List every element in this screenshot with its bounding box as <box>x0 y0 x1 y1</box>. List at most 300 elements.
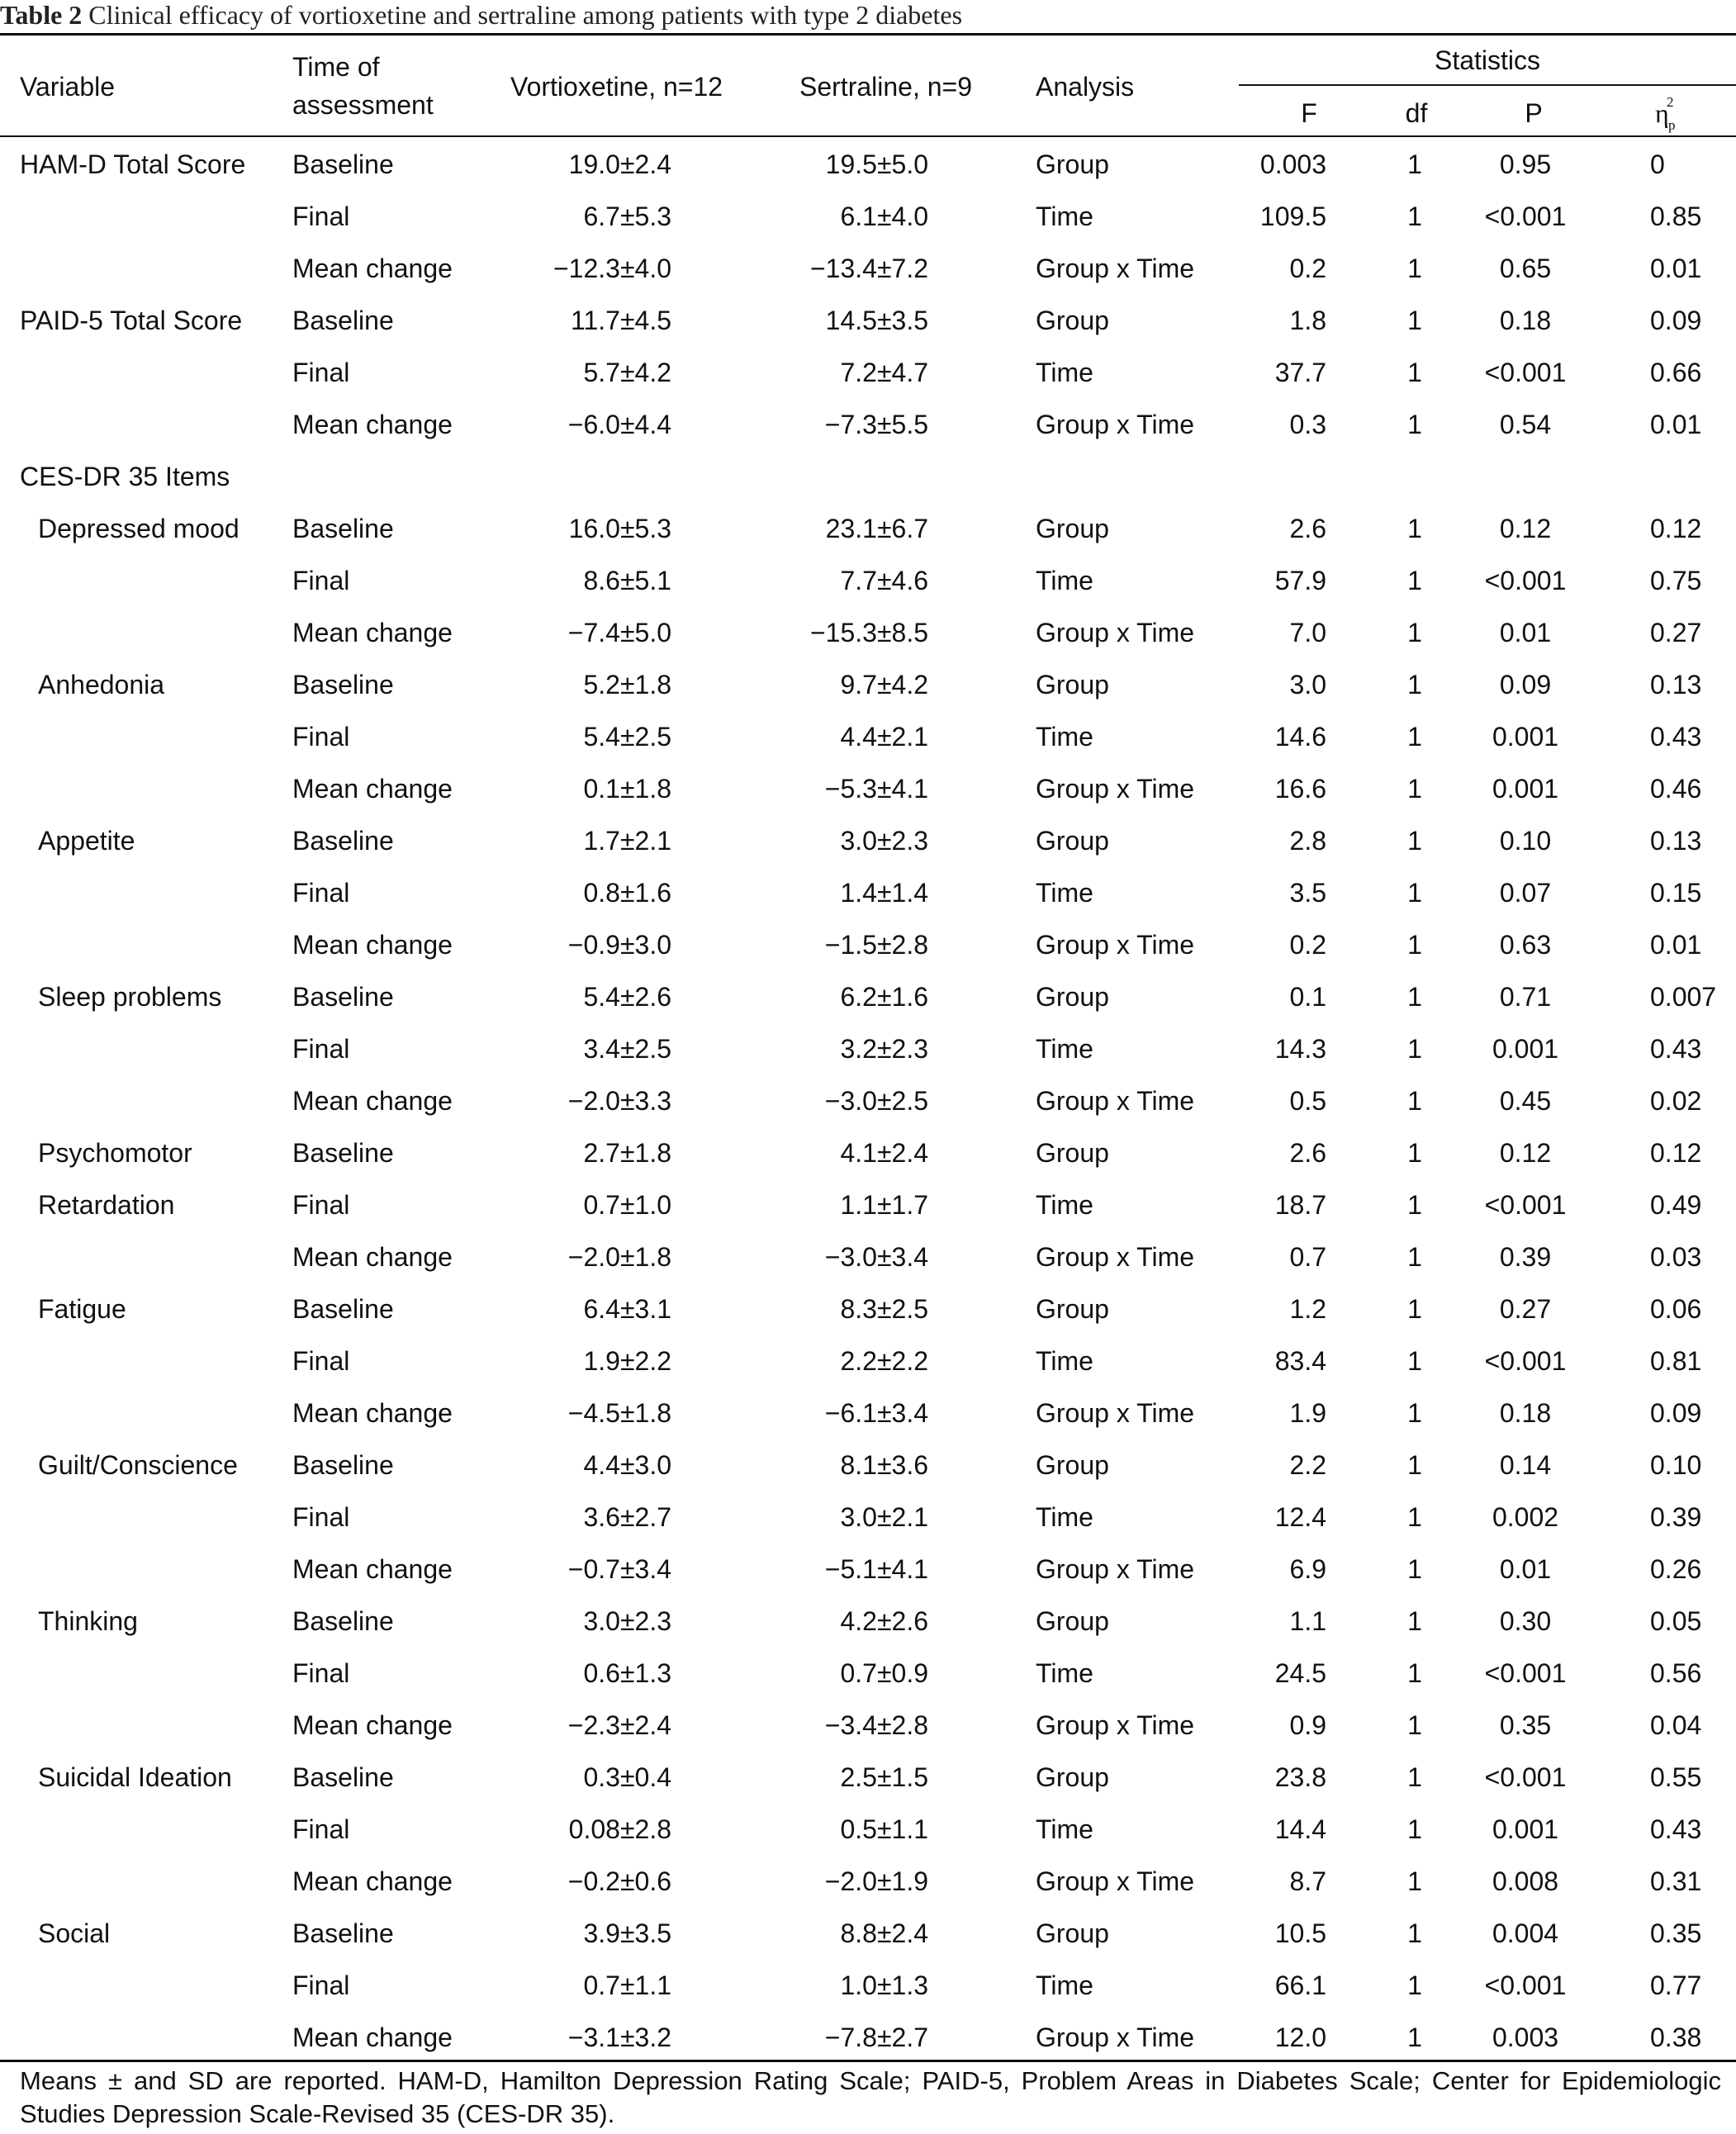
cell-variable: Thinking <box>38 1606 138 1636</box>
cell-sertraline: 8.8±2.4 <box>840 1918 928 1948</box>
cell-analysis: Group x Time <box>1036 410 1195 439</box>
cell-eta: 0.02 <box>1650 1086 1702 1116</box>
cell-p: 0.07 <box>1499 878 1552 908</box>
cell-p: 0.35 <box>1499 1710 1552 1740</box>
cell-variable: Fatigue <box>38 1294 126 1324</box>
cell-vortioxetine: 2.7±1.8 <box>583 1138 671 1168</box>
cell-eta: 0.55 <box>1650 1762 1702 1792</box>
cell-variable: Guilt/Conscience <box>38 1450 238 1480</box>
cell-sertraline: 2.2±2.2 <box>840 1346 928 1376</box>
cell-eta: 0.12 <box>1650 1138 1702 1168</box>
cell-f: 2.6 <box>1289 514 1326 543</box>
cell-analysis: Group x Time <box>1036 1554 1195 1584</box>
cell-df: 1 <box>1407 982 1422 1012</box>
cell-p: 0.09 <box>1499 670 1552 699</box>
cell-vortioxetine: 5.4±2.6 <box>583 982 671 1012</box>
cell-sertraline: 4.2±2.6 <box>840 1606 928 1636</box>
cell-analysis: Time <box>1036 1970 1093 2000</box>
header-p: P <box>1525 98 1543 128</box>
cell-analysis: Group x Time <box>1036 1710 1195 1740</box>
cell-p: 0.95 <box>1499 149 1552 179</box>
cell-time: Final <box>292 1346 350 1376</box>
cell-time: Baseline <box>292 1918 394 1948</box>
cell-vortioxetine: 0.6±1.3 <box>583 1658 671 1688</box>
cell-eta: 0.77 <box>1650 1970 1702 2000</box>
cell-vortioxetine: −2.3±2.4 <box>567 1710 671 1740</box>
cell-time: Baseline <box>292 1294 394 1324</box>
cell-f: 2.8 <box>1289 826 1326 856</box>
cell-p: <0.001 <box>1484 566 1567 595</box>
cell-sertraline: 3.0±2.3 <box>840 826 928 856</box>
cell-analysis: Group x Time <box>1036 254 1195 283</box>
cell-variable: HAM-D Total Score <box>20 149 246 179</box>
cell-analysis: Time <box>1036 878 1093 908</box>
cell-df: 1 <box>1407 1762 1422 1792</box>
cell-df: 1 <box>1407 254 1422 283</box>
cell-sertraline: 1.4±1.4 <box>840 878 928 908</box>
cell-time: Final <box>292 566 350 595</box>
cell-df: 1 <box>1407 826 1422 856</box>
cell-df: 1 <box>1407 358 1422 387</box>
table-caption-label: Table 2 <box>0 0 83 30</box>
cell-f: 18.7 <box>1274 1190 1326 1220</box>
table-footnote: Means ± and SD are reported. HAM-D, Hamilton Depression Rating Scale; PAID-5, Problem Areas in Diabetes Scale; Center for Epidemiologic Studies Depression Scale-Revised 35 (CES-DR 35). <box>20 2066 1721 2128</box>
top-rule <box>0 33 1736 36</box>
bottom-rule <box>0 2060 1736 2062</box>
header-vortioxetine: Vortioxetine, n=12 <box>510 72 723 102</box>
statistics-rule <box>1239 84 1736 86</box>
cell-p: 0.003 <box>1492 2023 1559 2052</box>
cell-analysis: Group <box>1036 514 1109 543</box>
cell-time: Baseline <box>292 514 394 543</box>
cell-variable: Appetite <box>38 826 135 856</box>
cell-sertraline: 8.3±2.5 <box>840 1294 928 1324</box>
cell-sertraline: 6.2±1.6 <box>840 982 928 1012</box>
cell-sertraline: −7.3±5.5 <box>824 410 928 439</box>
cell-eta: 0.01 <box>1650 930 1702 960</box>
cell-time: Baseline <box>292 1762 394 1792</box>
cell-variable: PAID-5 Total Score <box>20 306 243 335</box>
cell-p: <0.001 <box>1484 1762 1567 1792</box>
cell-eta: 0.06 <box>1650 1294 1702 1324</box>
cell-vortioxetine: −0.9±3.0 <box>567 930 671 960</box>
cell-df: 1 <box>1407 618 1422 647</box>
cell-eta: 0.12 <box>1650 514 1702 543</box>
header-eta-squared <box>1655 94 1676 133</box>
cell-df: 1 <box>1407 930 1422 960</box>
cell-p: 0.001 <box>1492 722 1559 752</box>
cell-f: 57.9 <box>1274 566 1326 595</box>
cell-f: 1.9 <box>1289 1398 1326 1428</box>
cell-analysis: Group <box>1036 1918 1109 1948</box>
cell-df: 1 <box>1407 1502 1422 1532</box>
cell-sertraline: −3.4±2.8 <box>824 1710 928 1740</box>
cell-vortioxetine: 0.1±1.8 <box>583 774 671 804</box>
cell-f: 10.5 <box>1274 1918 1326 1948</box>
cell-eta: 0.26 <box>1650 1554 1702 1584</box>
cell-f: 1.8 <box>1289 306 1326 335</box>
cell-sertraline: 1.0±1.3 <box>840 1970 928 2000</box>
cell-sertraline: 0.5±1.1 <box>840 1814 928 1844</box>
cell-sertraline: 23.1±6.7 <box>825 514 928 543</box>
cell-analysis: Group <box>1036 982 1109 1012</box>
cell-variable: Suicidal Ideation <box>38 1762 232 1792</box>
cell-eta: 0.35 <box>1650 1918 1702 1948</box>
cell-sertraline: −13.4±7.2 <box>809 254 928 283</box>
cell-df: 1 <box>1407 410 1422 439</box>
cell-vortioxetine: 6.4±3.1 <box>583 1294 671 1324</box>
cell-p: 0.12 <box>1499 514 1552 543</box>
cell-analysis: Group x Time <box>1036 618 1195 647</box>
cell-f: 0.2 <box>1289 930 1326 960</box>
cell-p: 0.63 <box>1499 930 1552 960</box>
cell-f: 3.5 <box>1289 878 1326 908</box>
cell-eta: 0.13 <box>1650 826 1702 856</box>
cell-f: 24.5 <box>1274 1658 1326 1688</box>
cell-time: Mean change <box>292 1086 453 1116</box>
cell-eta: 0.03 <box>1650 1242 1702 1272</box>
cell-vortioxetine: 1.9±2.2 <box>583 1346 671 1376</box>
cell-f: 7.0 <box>1289 618 1326 647</box>
cell-f: 1.1 <box>1289 1606 1326 1636</box>
cell-f: 6.9 <box>1289 1554 1326 1584</box>
cell-analysis: Group <box>1036 1138 1109 1168</box>
cell-sertraline: 6.1±4.0 <box>840 202 928 231</box>
cell-time: Final <box>292 1970 350 2000</box>
cell-analysis: Group x Time <box>1036 1086 1195 1116</box>
cell-variable: Social <box>38 1918 111 1948</box>
cell-eta: 0.10 <box>1650 1450 1702 1480</box>
cell-vortioxetine: 5.4±2.5 <box>583 722 671 752</box>
header-sertraline: Sertraline, n=9 <box>799 72 973 102</box>
cell-time: Final <box>292 722 350 752</box>
cell-time: Baseline <box>292 1450 394 1480</box>
cell-eta: 0.46 <box>1650 774 1702 804</box>
cell-df: 1 <box>1407 1086 1422 1116</box>
cell-vortioxetine: 6.7±5.3 <box>583 202 671 231</box>
cell-eta: 0.43 <box>1650 1814 1702 1844</box>
cell-df: 1 <box>1407 1814 1422 1844</box>
cell-p: 0.002 <box>1492 1502 1559 1532</box>
cell-sertraline: 4.4±2.1 <box>840 722 928 752</box>
cell-sertraline: −1.5±2.8 <box>824 930 928 960</box>
cell-eta: 0.31 <box>1650 1866 1702 1896</box>
cell-df: 1 <box>1407 1450 1422 1480</box>
cell-df: 1 <box>1407 1554 1422 1584</box>
cell-time: Mean change <box>292 2023 453 2052</box>
cell-eta: 0.13 <box>1650 670 1702 699</box>
cell-df: 1 <box>1407 1918 1422 1948</box>
cell-f: 0.1 <box>1289 982 1326 1012</box>
cell-analysis: Time <box>1036 1658 1093 1688</box>
cell-time: Final <box>292 1658 350 1688</box>
cell-eta: 0.43 <box>1650 1034 1702 1064</box>
cell-time: Mean change <box>292 410 453 439</box>
cell-sertraline: −6.1±3.4 <box>824 1398 928 1428</box>
cell-time: Mean change <box>292 1398 453 1428</box>
cell-sertraline: −15.3±8.5 <box>809 618 928 647</box>
cell-sertraline: −3.0±2.5 <box>824 1086 928 1116</box>
cell-p: <0.001 <box>1484 202 1567 231</box>
cell-p: 0.10 <box>1499 826 1552 856</box>
cell-sertraline: −3.0±3.4 <box>824 1242 928 1272</box>
cell-vortioxetine: 4.4±3.0 <box>583 1450 671 1480</box>
cell-vortioxetine: 3.9±3.5 <box>583 1918 671 1948</box>
cell-eta: 0.38 <box>1650 2023 1702 2052</box>
cell-vortioxetine: −0.7±3.4 <box>567 1554 671 1584</box>
cell-eta: 0 <box>1650 149 1665 179</box>
cell-vortioxetine: 0.3±0.4 <box>583 1762 671 1792</box>
cell-vortioxetine: 3.0±2.3 <box>583 1606 671 1636</box>
cell-f: 0.9 <box>1289 1710 1326 1740</box>
cell-vortioxetine: −6.0±4.4 <box>567 410 671 439</box>
cell-eta: 0.01 <box>1650 410 1702 439</box>
cell-time: Baseline <box>292 1138 394 1168</box>
cell-time: Final <box>292 878 350 908</box>
cell-p: 0.12 <box>1499 1138 1552 1168</box>
cell-p: 0.01 <box>1499 618 1552 647</box>
cell-p: 0.27 <box>1499 1294 1552 1324</box>
cell-time: Baseline <box>292 826 394 856</box>
cell-f: 66.1 <box>1274 1970 1326 2000</box>
cell-analysis: Group <box>1036 1294 1109 1324</box>
cell-eta: 0.27 <box>1650 618 1702 647</box>
cell-f: 1.2 <box>1289 1294 1326 1324</box>
cell-f: 0.3 <box>1289 410 1326 439</box>
cell-p: <0.001 <box>1484 358 1567 387</box>
cell-df: 1 <box>1407 306 1422 335</box>
cell-vortioxetine: 1.7±2.1 <box>583 826 671 856</box>
cell-f: 12.0 <box>1274 2023 1326 2052</box>
cell-f: 12.4 <box>1274 1502 1326 1532</box>
cell-time: Mean change <box>292 1242 453 1272</box>
cell-analysis: Time <box>1036 566 1093 595</box>
cell-p: <0.001 <box>1484 1346 1567 1376</box>
cell-f: 37.7 <box>1274 358 1326 387</box>
cell-analysis: Group x Time <box>1036 1398 1195 1428</box>
cell-analysis: Group x Time <box>1036 774 1195 804</box>
cell-time: Final <box>292 1814 350 1844</box>
cell-time: Mean change <box>292 1554 453 1584</box>
cell-df: 1 <box>1407 566 1422 595</box>
cell-analysis: Group <box>1036 670 1109 699</box>
cell-variable: Sleep problems <box>38 982 222 1012</box>
cell-sertraline: 7.7±4.6 <box>840 566 928 595</box>
cell-time: Baseline <box>292 670 394 699</box>
cell-variable: Anhedonia <box>38 670 165 699</box>
header-f: F <box>1301 98 1317 128</box>
cell-vortioxetine: 5.2±1.8 <box>583 670 671 699</box>
cell-time: Mean change <box>292 774 453 804</box>
cell-df: 1 <box>1407 1346 1422 1376</box>
cell-eta: 0.75 <box>1650 566 1702 595</box>
cell-f: 0.7 <box>1289 1242 1326 1272</box>
cell-vortioxetine: 0.08±2.8 <box>568 1814 671 1844</box>
cell-df: 1 <box>1407 722 1422 752</box>
cell-vortioxetine: 0.7±1.0 <box>583 1190 671 1220</box>
cell-analysis: Time <box>1036 1034 1093 1064</box>
cell-time: Final <box>292 1034 350 1064</box>
cell-eta: 0.49 <box>1650 1190 1702 1220</box>
eta-symbol: η <box>1655 98 1669 128</box>
cell-df: 1 <box>1407 1138 1422 1168</box>
cell-time: Baseline <box>292 306 394 335</box>
cell-sertraline: 0.7±0.9 <box>840 1658 928 1688</box>
cell-p: 0.18 <box>1499 1398 1552 1428</box>
cell-df: 1 <box>1407 1658 1422 1688</box>
cell-sertraline: −7.8±2.7 <box>824 2023 928 2052</box>
cell-time: Final <box>292 1502 350 1532</box>
cell-df: 1 <box>1407 1398 1422 1428</box>
cell-eta: 0.39 <box>1650 1502 1702 1532</box>
table-caption-text: Clinical efficacy of vortioxetine and sertraline among patients with type 2 diabetes <box>88 0 963 30</box>
eta-superscript: 2 <box>1667 94 1674 110</box>
cell-time: Mean change <box>292 1710 453 1740</box>
cell-eta: 0.007 <box>1650 982 1717 1012</box>
cell-variable: Depressed mood <box>38 514 240 543</box>
cell-sertraline: 14.5±3.5 <box>825 306 928 335</box>
eta-subscript: p <box>1668 117 1676 133</box>
cell-variable: Retardation <box>38 1190 175 1220</box>
header-time-line1: Time of <box>292 52 380 82</box>
cell-vortioxetine: 3.6±2.7 <box>583 1502 671 1532</box>
header-df: df <box>1405 98 1428 128</box>
cell-f: 0.5 <box>1289 1086 1326 1116</box>
cell-p: <0.001 <box>1484 1970 1567 2000</box>
cell-f: 3.0 <box>1289 670 1326 699</box>
cell-f: 0.003 <box>1259 149 1326 179</box>
cell-time: Mean change <box>292 1866 453 1896</box>
cell-eta: 0.09 <box>1650 1398 1702 1428</box>
cell-analysis: Group x Time <box>1036 930 1195 960</box>
cell-eta: 0.05 <box>1650 1606 1702 1636</box>
cell-f: 23.8 <box>1274 1762 1326 1792</box>
cell-sertraline: 4.1±2.4 <box>840 1138 928 1168</box>
cell-df: 1 <box>1407 514 1422 543</box>
cell-p: 0.008 <box>1492 1866 1559 1896</box>
cell-df: 1 <box>1407 1242 1422 1272</box>
cell-sertraline: 3.0±2.1 <box>840 1502 928 1532</box>
cell-eta: 0.01 <box>1650 254 1702 283</box>
cell-analysis: Group <box>1036 826 1109 856</box>
cell-time: Baseline <box>292 1606 394 1636</box>
header-analysis: Analysis <box>1036 72 1135 102</box>
cell-p: 0.01 <box>1499 1554 1552 1584</box>
cell-time: Final <box>292 1190 350 1220</box>
cell-vortioxetine: −7.4±5.0 <box>567 618 671 647</box>
cell-p: 0.71 <box>1499 982 1552 1012</box>
cell-sertraline: 1.1±1.7 <box>840 1190 928 1220</box>
table-caption <box>0 0 1736 33</box>
cell-f: 16.6 <box>1274 774 1326 804</box>
cell-time: Mean change <box>292 930 453 960</box>
cell-eta: 0.66 <box>1650 358 1702 387</box>
cell-df: 1 <box>1407 1606 1422 1636</box>
cell-eta: 0.56 <box>1650 1658 1702 1688</box>
cell-df: 1 <box>1407 670 1422 699</box>
cell-vortioxetine: 3.4±2.5 <box>583 1034 671 1064</box>
cell-p: 0.18 <box>1499 306 1552 335</box>
cell-vortioxetine: −2.0±3.3 <box>567 1086 671 1116</box>
cell-vortioxetine: −2.0±1.8 <box>567 1242 671 1272</box>
cell-df: 1 <box>1407 1294 1422 1324</box>
cell-vortioxetine: −3.1±3.2 <box>567 2023 671 2052</box>
header-rule <box>0 135 1736 137</box>
header-time-line2: assessment <box>292 90 434 120</box>
cell-analysis: Time <box>1036 1814 1093 1844</box>
cell-variable: CES-DR 35 Items <box>20 462 230 491</box>
cell-variable: Psychomotor <box>38 1138 192 1168</box>
cell-p: 0.45 <box>1499 1086 1552 1116</box>
cell-vortioxetine: 0.7±1.1 <box>583 1970 671 2000</box>
cell-analysis: Time <box>1036 1346 1093 1376</box>
cell-analysis: Time <box>1036 1502 1093 1532</box>
cell-sertraline: −5.3±4.1 <box>824 774 928 804</box>
cell-vortioxetine: −4.5±1.8 <box>567 1398 671 1428</box>
cell-analysis: Group <box>1036 306 1109 335</box>
cell-vortioxetine: −0.2±0.6 <box>567 1866 671 1896</box>
cell-f: 14.6 <box>1274 722 1326 752</box>
cell-p: 0.004 <box>1492 1918 1559 1948</box>
cell-analysis: Group <box>1036 1606 1109 1636</box>
cell-p: <0.001 <box>1484 1658 1567 1688</box>
cell-f: 14.4 <box>1274 1814 1326 1844</box>
cell-df: 1 <box>1407 1710 1422 1740</box>
cell-sertraline: −5.1±4.1 <box>824 1554 928 1584</box>
cell-p: 0.001 <box>1492 774 1559 804</box>
cell-vortioxetine: 0.8±1.6 <box>583 878 671 908</box>
cell-eta: 0.15 <box>1650 878 1702 908</box>
cell-df: 1 <box>1407 1970 1422 2000</box>
cell-f: 0.2 <box>1289 254 1326 283</box>
cell-time: Mean change <box>292 618 453 647</box>
cell-df: 1 <box>1407 1190 1422 1220</box>
cell-time: Baseline <box>292 982 394 1012</box>
cell-p: 0.54 <box>1499 410 1552 439</box>
cell-f: 2.6 <box>1289 1138 1326 1168</box>
cell-vortioxetine: −12.3±4.0 <box>553 254 671 283</box>
cell-vortioxetine: 19.0±2.4 <box>568 149 671 179</box>
cell-p: 0.39 <box>1499 1242 1552 1272</box>
cell-p: 0.65 <box>1499 254 1552 283</box>
cell-p: 0.30 <box>1499 1606 1552 1636</box>
cell-vortioxetine: 11.7±4.5 <box>571 306 671 335</box>
cell-time: Final <box>292 358 350 387</box>
header-statistics: Statistics <box>1434 45 1541 75</box>
cell-analysis: Time <box>1036 1190 1093 1220</box>
cell-vortioxetine: 16.0±5.3 <box>568 514 671 543</box>
cell-vortioxetine: 5.7±4.2 <box>583 358 671 387</box>
cell-sertraline: 7.2±4.7 <box>840 358 928 387</box>
cell-time: Mean change <box>292 254 453 283</box>
header-variable: Variable <box>20 72 116 102</box>
cell-sertraline: 9.7±4.2 <box>840 670 928 699</box>
cell-f: 8.7 <box>1289 1866 1326 1896</box>
cell-eta: 0.85 <box>1650 202 1702 231</box>
cell-sertraline: −2.0±1.9 <box>824 1866 928 1896</box>
cell-analysis: Group <box>1036 1450 1109 1480</box>
cell-sertraline: 2.5±1.5 <box>840 1762 928 1792</box>
cell-time: Baseline <box>292 149 394 179</box>
cell-analysis: Time <box>1036 202 1093 231</box>
cell-sertraline: 8.1±3.6 <box>840 1450 928 1480</box>
cell-analysis: Group x Time <box>1036 2023 1195 2052</box>
cell-eta: 0.09 <box>1650 306 1702 335</box>
cell-analysis: Group <box>1036 149 1109 179</box>
cell-p: 0.001 <box>1492 1814 1559 1844</box>
cell-df: 1 <box>1407 2023 1422 2052</box>
cell-df: 1 <box>1407 774 1422 804</box>
